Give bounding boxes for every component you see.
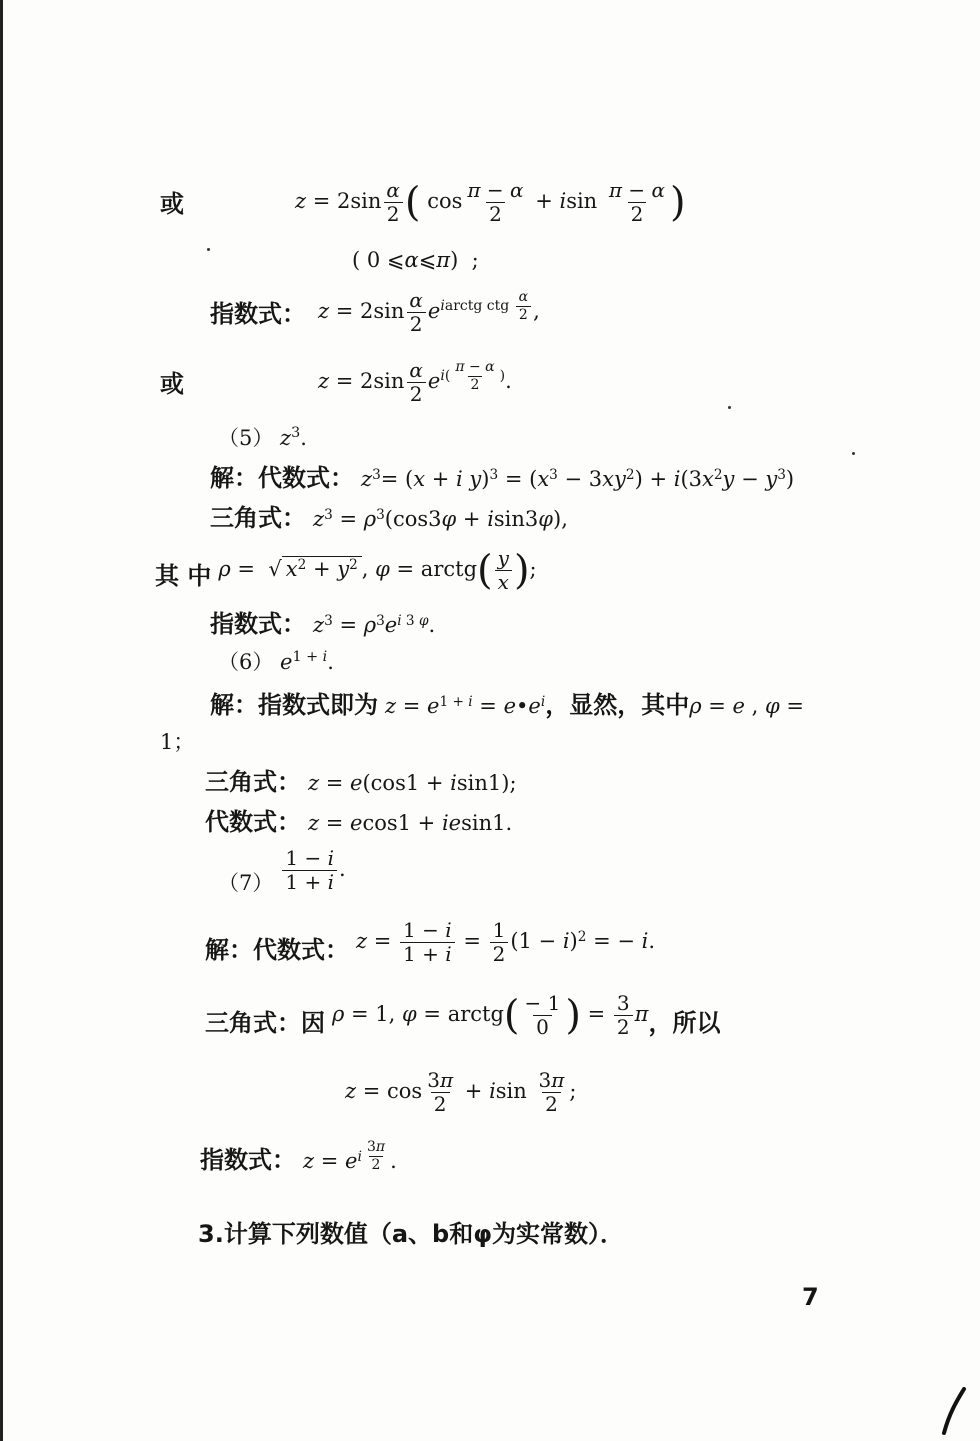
item-5-label: （5） xyxy=(218,426,274,450)
item-6-label: （6） xyxy=(218,650,274,674)
label-where: 其 中 xyxy=(155,562,212,590)
label-exponential: 指数式： xyxy=(200,1146,296,1175)
fraction: $\frac{y}{x}$ xyxy=(495,548,512,593)
fraction: $\frac{\alpha}{2}$ xyxy=(406,290,426,335)
item-7: （7） $\frac{1 - i}{1 + i}$ . xyxy=(218,846,346,895)
pen-stroke-mark xyxy=(938,1385,966,1437)
fraction: $\frac{\alpha}{2}$ xyxy=(406,360,426,405)
label-solution: 解： xyxy=(205,936,253,964)
fraction: $\frac{3}{2}$ xyxy=(614,993,633,1038)
label-algebraic: 代数式： xyxy=(253,936,349,964)
solution-6-exp: 解：指数式即为 $z = e^{1 + i}$ = $e•e^i$，显然，其中ρ = e , φ = xyxy=(210,691,804,719)
label-algebraic: 代数式： xyxy=(205,808,301,836)
solution-7-trig: 三角式：因 ρ = 1, φ = arctg( $\frac{- 1}{0}$ ) = $\frac{3}{2}$ π，所以 xyxy=(205,991,721,1039)
fraction: $\frac{1}{2}$ xyxy=(490,920,509,965)
fraction: $\frac{1 - i}{1 + i}$ xyxy=(282,848,337,893)
label-trigonometric: 三角式： xyxy=(205,1009,301,1037)
page-edge xyxy=(0,0,3,1441)
solution-6-exp-cont: 1； xyxy=(160,730,195,754)
solution-7-algebraic: 解：代数式： z = $\frac{1 - i}{1 + i}$ = $\frac{1}{2}$ $(1 - i)^2$ = − i. xyxy=(205,918,656,966)
fraction: $\frac{- 1}{0}$ xyxy=(524,991,561,1039)
fraction: $\frac{1 - i}{1 + i}$ xyxy=(400,920,455,965)
label-trigonometric: 三角式： xyxy=(210,504,306,532)
label-exponential: 指数式： xyxy=(210,300,306,328)
fraction: $\frac{\pi - \alpha}{2}$ xyxy=(467,178,524,226)
fraction: $\frac{\alpha}{2}$ xyxy=(383,180,403,225)
scan-speck xyxy=(852,452,855,455)
solution-5-exp: 指数式： $z^3 = \rho^3e^{i 3 \varphi}$. xyxy=(210,610,436,638)
label-exponential: 指数式： xyxy=(210,610,306,638)
item-5: （5） $z^3$. xyxy=(218,425,307,450)
solution-5-algebraic: 解：代数式： $z^3= (x + i$ $y)^3 = (x^3 - 3xy^2) + i(3x^2y - y^3)$ xyxy=(210,464,795,492)
label-solution: 解： xyxy=(210,464,258,492)
scan-speck xyxy=(728,406,731,409)
label-algebraic: 代数式： xyxy=(258,464,354,492)
fraction: $\frac{3\pi}{2}$ xyxy=(538,1068,565,1116)
solution-5-trig: 三角式： $z^3 = \rho^3(\cos 3\varphi + isin3\varphi)$, xyxy=(210,504,568,532)
label-trigonometric: 三角式： xyxy=(205,768,301,796)
item-7-label: （7） xyxy=(218,871,274,895)
formula-7-trig-result: z = cos $\frac{3\pi}{2}$ + isin $\frac{3\pi}{2}$ ; xyxy=(345,1068,577,1116)
fraction: $\frac{\pi - \alpha}{2}$ xyxy=(608,178,666,226)
label-solution: 解： xyxy=(210,691,258,719)
label-or: 或 xyxy=(160,190,184,218)
item-6: （6） $e^{1 + i}$. xyxy=(218,649,334,674)
solution-6-trig: 三角式： z = e(cos1 + isin1); xyxy=(205,768,517,796)
fraction: $\frac{3\pi}{2}$ xyxy=(427,1068,454,1116)
scan-speck xyxy=(207,248,210,251)
solution-6-algebraic: 代数式： z = ecos1 + iesin1. xyxy=(205,808,513,836)
condition: ( 0 ⩽α⩽π) ; xyxy=(352,248,479,272)
page-number: 7 xyxy=(802,1283,819,1311)
solution-5-where: 其 中 ρ = √ $x^2 + y^2$ , φ = arctg( $\frac{y}{x}$ ); xyxy=(155,546,537,594)
solution-7-exp: 指数式： $z = e^{i \frac{3\pi}{2}}$ . xyxy=(200,1139,397,1175)
label-or: 或 xyxy=(160,370,184,398)
section-3-heading: 3.计算下列数值（a、b和φ为实常数）． xyxy=(198,1220,624,1248)
